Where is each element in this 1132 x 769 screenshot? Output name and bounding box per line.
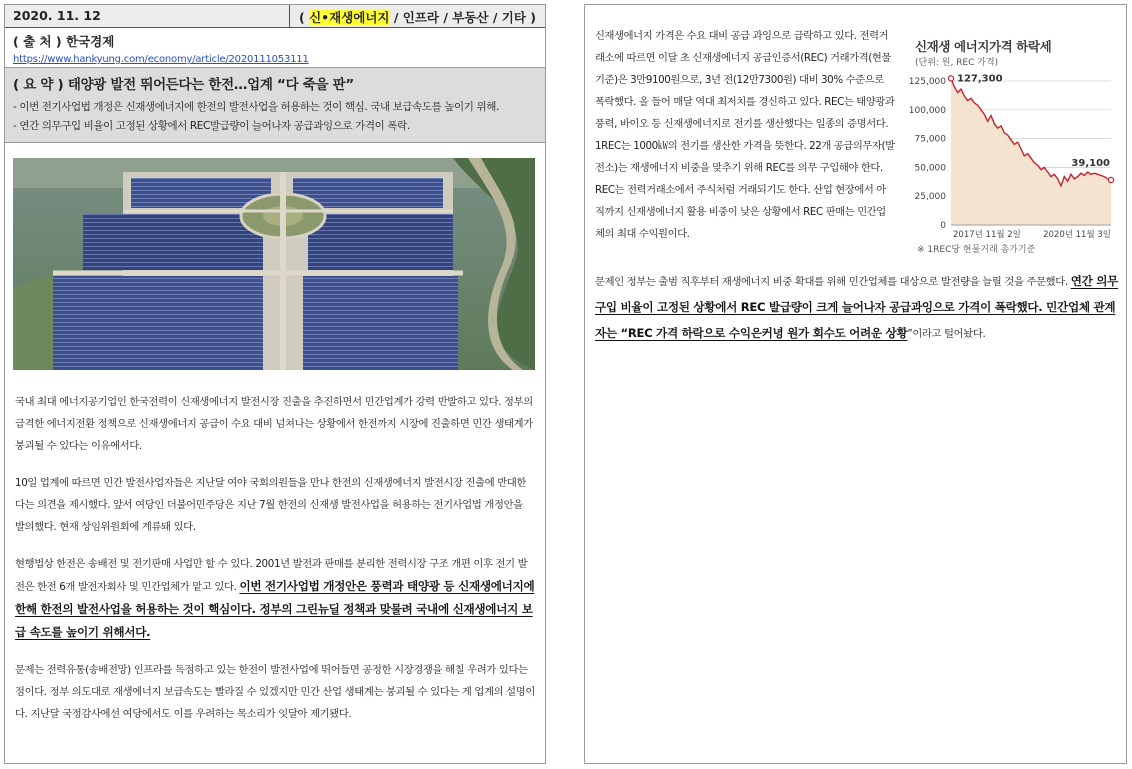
chart-xtick-start: 2017년 11월 2일: [953, 230, 1021, 240]
chart-title: 신재생 에너지가격 하락세: [915, 39, 1052, 54]
chart-ytick-label: 100,000: [908, 105, 946, 116]
right-paragraph-2: [595, 269, 1123, 347]
left-page: [4, 4, 546, 764]
category-prefix: (: [298, 10, 310, 25]
category-bar: [290, 5, 545, 27]
solar-farm-photo: [13, 158, 535, 370]
rec-price-chart: [907, 31, 1119, 261]
summary-line-1: - 이번 전기사업법 개정은 신재생에너지에 한전의 발전사업을 허용하는 것이 핵심. 국내 보급속도를 높이기 위해.: [13, 101, 499, 113]
paragraph-3-emphasis: 이번 전기사업법 개정안은 풍력과 태양광 등 신재생에너지에 한해 한전의 발전사업을 허용하는 것이 핵심이다. 정부의 그린뉴딜 정책과 맞물려 국내에 신재생에너지 보급 속도를 높이기 위해서다.: [15, 579, 535, 639]
right-paragraph-2-text: 문제인 정부는 출범 직후부터 재생에너지 비중 확대를 위해 민간업체를 대상으로 발전량을 늘릴 것을 주문했다.: [595, 276, 1071, 288]
summary-title: ( 요 약 ) 태양광 발전 뛰어든다는 한전…업계 “다 죽을 판”: [13, 77, 354, 93]
chart-ytick-label: 125,000: [908, 77, 946, 87]
chart-ytick-label: 75,000: [914, 134, 946, 145]
right-paragraph-2-tail: ”이라고 털어놨다.: [907, 328, 986, 340]
article-date: 2020. 11. 12: [5, 5, 290, 27]
chart-ytick-label: 50,000: [914, 163, 946, 174]
paragraph-3-text: 현행법상 한전은 송배전 및 전기판매 사업만 할 수 있다. 2001년 발전과 판매를 분리한 전력시장 구조 개편 이후 전기 발전은 한전 6개 발전자회사 및 민간업체가 맡고 있다.: [15, 558, 528, 593]
chart-unit: (단위: 원, REC 가격): [915, 58, 999, 68]
chart-start-point: [948, 76, 953, 81]
source-label: ( 출 처 ) 한국경제: [13, 34, 115, 49]
right-paragraph-1: 신재생에너지 가격은 수요 대비 공급 과잉으로 급락하고 있다. 전력거래소에 따르면 이달 초 신재생에너지 공급인증서(REC) 거래가격(현물 기준)은 3만9100원으로, 3년 전(12만7300원) 대비 30% 수준으로 폭락했다. 올 들어 매달 역대 최저치를 경신하고 있다. REC는 태양광과 풍력, 바이오 등 신재생에너지로 전기를 생산했다는 일종의 증명서다. 1REC는 1000㎾의 전기를 생산한 가격을 뜻한다. 22개 공급의무자(발전소)는 재생에너지 비중을 맞추기 위해 REC를 의무 구입해야 한다. REC는 전력거래소에서 주식처럼 거래되기도 한다. 산업 현장에서 아직까지 신재생에너지 활용 비중이 낮은 상황에서 REC 판매는 민간업체의 최대 수익원이다.: [595, 30, 895, 240]
chart-note: ※ 1REC당 현물거래 총가기준: [917, 245, 1036, 255]
chart-end-value: 39,100: [1071, 157, 1110, 169]
summary-section: [5, 68, 545, 143]
category-highlight: 신•재생에너지: [309, 10, 390, 25]
paragraph-3: [15, 553, 535, 644]
paragraph-1: 국내 최대 에너지공기업인 한국전력이 신재생에너지 발전시장 진출을 추진하면서 민간업계가 강력 반발하고 있다. 정부의 급격한 에너지전환 정책으로 신재생에너지 공급이 수요 대비 넘쳐나는 상황에서 한전까지 시장에 진출하면 민간 생태계가 붕괴될 수 있다는 이유에서다.: [15, 396, 533, 452]
chart-plot: [907, 31, 1119, 241]
chart-xtick-end: 2020년 11월 3일: [1043, 230, 1111, 240]
source-link[interactable]: https://www.hankyung.com/economy/article/2020111053111: [13, 54, 309, 65]
page-header: [5, 5, 545, 28]
chart-ytick-label: 25,000: [914, 192, 946, 203]
paragraph-4: 문제는 전력유통(송배전망) 인프라를 독점하고 있는 한전이 발전사업에 뛰어들면 공정한 시장경쟁을 해칠 우려가 있다는 점이다. 정부 의도대로 재생에너지 보급속도는 빨라질 수 있겠지만 민간 산업 생태계는 붕괴될 수 있다는 게 업계의 설명이다. 지난달 국정감사에선 여당에서도 이를 우려하는 목소리가 잇달아 제기됐다.: [15, 664, 535, 720]
chart-area: [951, 78, 1111, 225]
right-page: [584, 4, 1127, 764]
source-section: [5, 28, 545, 68]
chart-ytick-label: 0: [940, 221, 946, 231]
category-rest: / 인프라 / 부동산 / 기타 ): [389, 10, 536, 25]
summary-line-2: - 연간 의무구입 비율이 고정된 상황에서 REC발급량이 늘어나자 공급과잉으로 가격이 폭락.: [13, 120, 410, 132]
chart-end-point: [1108, 177, 1113, 182]
paragraph-2: 10일 업계에 따르면 민간 발전사업자들은 지난달 여야 국회의원들을 만나 한전의 신재생에너지 발전시장 진출에 반대한다는 의견을 제시했다. 앞서 여당인 더불어민주당은 지난 7월 한전의 신재생 발전사업을 허용하는 전기사업법 개정안을 발의했다. 현재 상임위원회에 계류돼 있다.: [15, 477, 527, 533]
right-paragraph-2-emphasis: 연간 의무구입 비율이 고정된 상황에서 REC 발급량이 크게 늘어나자 공급과잉으로 가격이 폭락했다. 민간업체 관계자는 “REC 가격 하락으로 수익은커녕 원가 회수도 어려운 상황: [595, 274, 1119, 340]
chart-start-value: 127,300: [957, 73, 1003, 85]
article-body-left: [15, 391, 535, 740]
